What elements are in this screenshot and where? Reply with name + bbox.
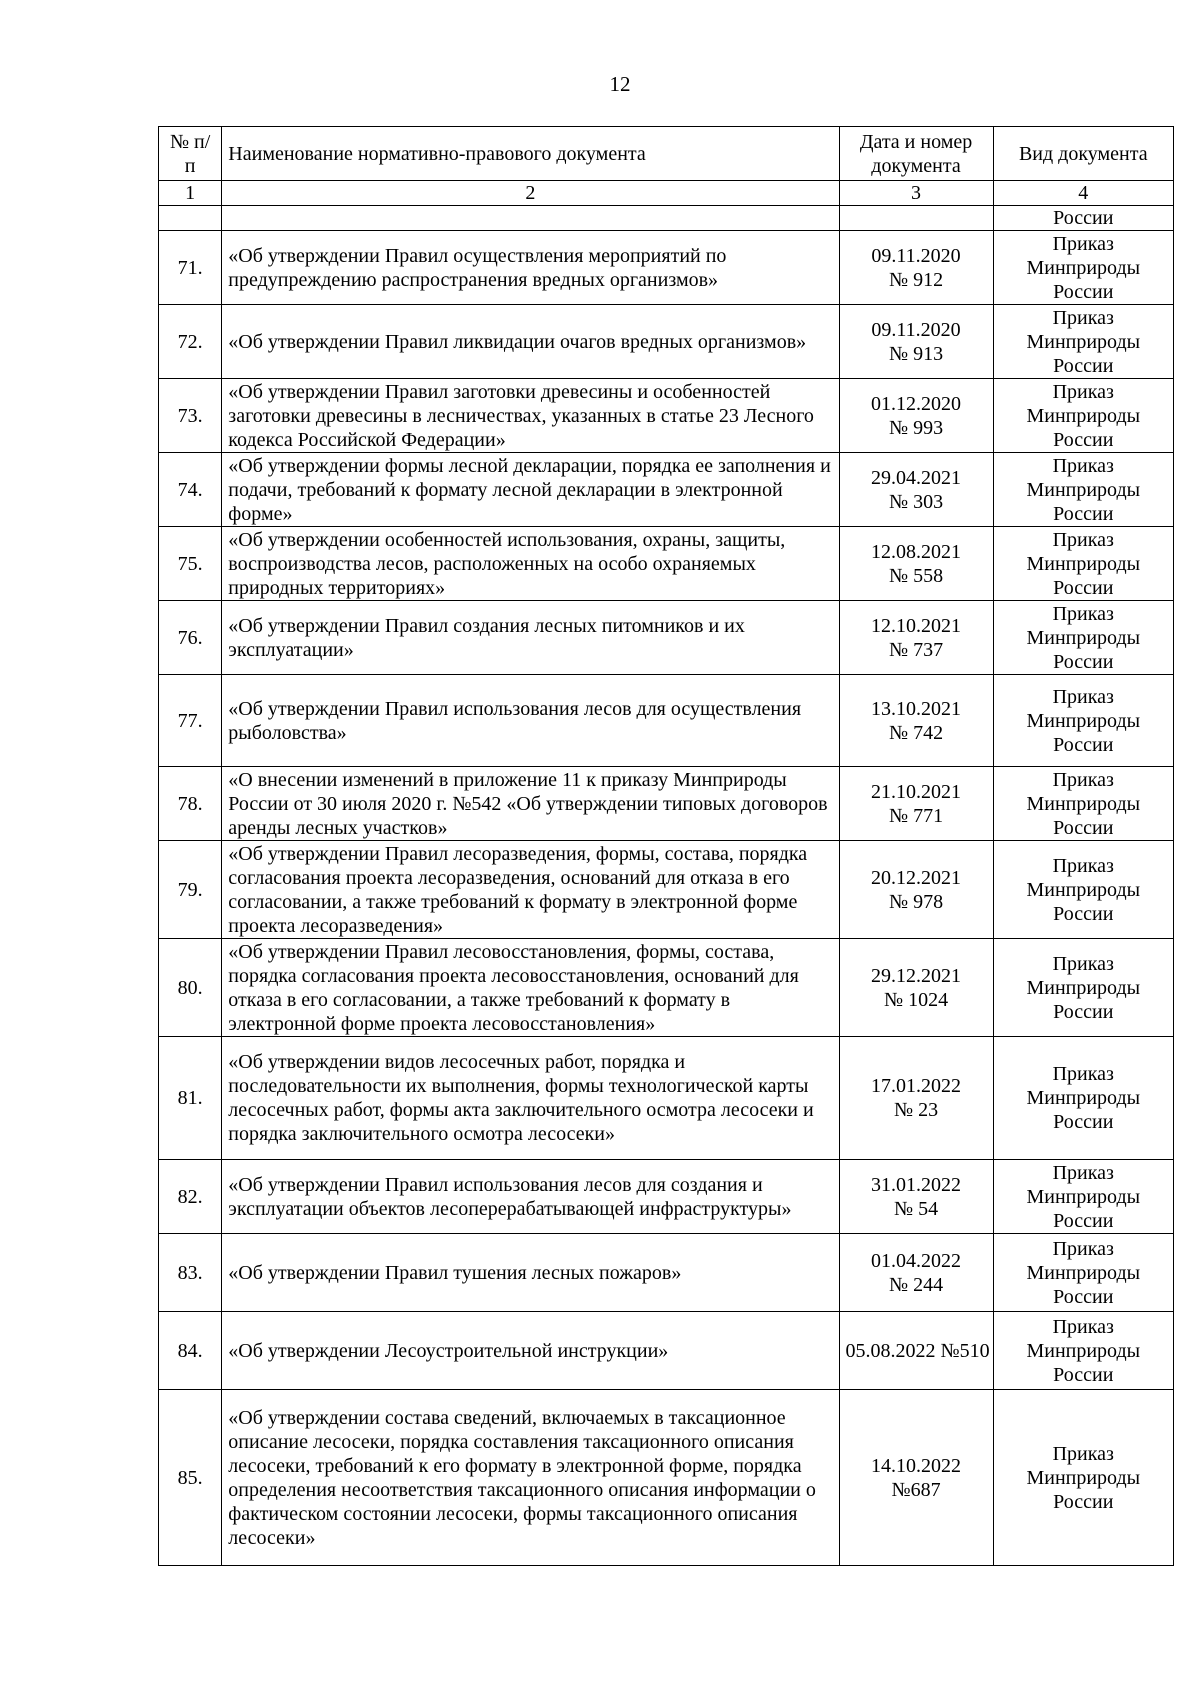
document-kind: Приказ Минприроды России <box>993 1390 1173 1566</box>
document-date: 17.01.2022 <box>871 1075 962 1097</box>
document-number: № 912 <box>888 268 944 291</box>
table-row <box>159 1312 1174 1390</box>
carryover-row <box>159 206 1174 231</box>
row-number: 77. <box>159 675 222 767</box>
row-number: 76. <box>159 601 222 675</box>
table-row <box>159 379 1174 453</box>
document-kind: Приказ Минприроды России <box>993 527 1173 601</box>
document-number: № 993 <box>888 416 944 439</box>
document-date: 21.10.2021 <box>871 780 962 803</box>
row-number: 82. <box>159 1160 222 1234</box>
document-date-number <box>839 453 993 527</box>
document-kind: Приказ Минприроды России <box>993 939 1173 1037</box>
document-kind: Приказ Минприроды России <box>993 767 1173 841</box>
table-row <box>159 1234 1174 1312</box>
document-date: 01.04.2022 <box>871 1249 962 1272</box>
table-row <box>159 1037 1174 1160</box>
document-title: «Об утверждении Правил создания лесных питомников и их эксплуатации» <box>222 601 839 675</box>
document-kind: Приказ Минприроды России <box>993 1037 1173 1160</box>
header-kind: Вид документа <box>993 127 1173 181</box>
row-number: 71. <box>159 231 222 305</box>
document-number: № 303 <box>888 490 944 513</box>
header-name: Наименование нормативно-правового документа <box>222 127 839 181</box>
column-number: 3 <box>839 181 993 206</box>
document-title: «Об утверждении Правил ликвидации очагов вредных организмов» <box>222 305 839 379</box>
document-kind: Приказ Минприроды России <box>993 1234 1173 1312</box>
documents-table <box>158 126 1174 1566</box>
table-row <box>159 453 1174 527</box>
document-date: 31.01.2022 <box>871 1173 962 1196</box>
document-title: «Об утверждении Правил осуществления мероприятий по предупреждению распространения вредных организмов» <box>222 231 839 305</box>
table-row <box>159 1160 1174 1234</box>
column-number-row <box>159 181 1174 206</box>
row-number: 73. <box>159 379 222 453</box>
document-title: «Об утверждении Правил лесовосстановления, формы, состава, порядка согласования проекта лесовосстановления, оснований для отказа в его согласовании, а также требований к формату в электронной форме проекта лесовосстановления» <box>222 939 839 1037</box>
document-date-number <box>839 675 993 767</box>
document-title: «Об утверждении особенностей использования, охраны, защиты, воспроизводства лесов, расположенных на особо охраняемых природных территориях» <box>222 527 839 601</box>
row-number: 79. <box>159 841 222 939</box>
row-number: 74. <box>159 453 222 527</box>
document-date-number <box>839 601 993 675</box>
document-number: № 737 <box>888 638 944 661</box>
document-number: № 771 <box>888 804 944 827</box>
document-kind: Приказ Минприроды России <box>993 1312 1173 1390</box>
row-number: 78. <box>159 767 222 841</box>
document-number: № 558 <box>888 564 944 587</box>
document-date-number <box>839 767 993 841</box>
document-date: 14.10.2022 <box>871 1454 962 1477</box>
document-date-number: 05.08.2022 №510 <box>839 1312 993 1390</box>
document-number: № 978 <box>888 890 944 913</box>
document-date: 12.10.2021 <box>871 614 962 637</box>
carryover-kind: России <box>993 206 1173 231</box>
header-date: Дата и номер документа <box>839 127 993 181</box>
header-row <box>159 127 1174 181</box>
document-date: 09.11.2020 <box>871 318 961 341</box>
document-title: «Об утверждении Правил лесоразведения, формы, состава, порядка согласования проекта лесоразведения, оснований для отказа в его согласовании, а также требований к формату в электронной форме проекта лесоразведения» <box>222 841 839 939</box>
document-title: «Об утверждении состава сведений, включаемых в таксационное описание лесосеки, порядка составления таксационного описания лесосеки, требований к его формату в электронной форме, порядка определения несоответствия таксационного описания информации о фактическом состоянии лесосеки, формы таксационного описания лесосеки» <box>222 1390 839 1566</box>
column-number: 2 <box>222 181 839 206</box>
row-number: 84. <box>159 1312 222 1390</box>
row-number: 80. <box>159 939 222 1037</box>
document-title: «Об утверждении Лесоустроительной инструкции» <box>222 1312 839 1390</box>
table-row <box>159 675 1174 767</box>
row-number: 72. <box>159 305 222 379</box>
document-number: № 244 <box>888 1273 944 1296</box>
document-title: «Об утверждении Правил заготовки древесины и особенностей заготовки древесины в лесничествах, указанных в статье 23 Лесного кодекса Российской Федерации» <box>222 379 839 453</box>
document-date-number <box>839 939 993 1037</box>
document-number: № 23 <box>893 1099 939 1121</box>
document-number: № 1024 <box>883 988 949 1011</box>
document-number: № 742 <box>888 721 944 744</box>
row-number: 75. <box>159 527 222 601</box>
table-row <box>159 1390 1174 1566</box>
document-number: № 54 <box>893 1197 939 1220</box>
document-title: «Об утверждении видов лесосечных работ, порядка и последовательности их выполнения, формы технологической карты лесосечных работ, формы акта заключительного осмотра лесосеки и порядка заключительного осмотра лесосеки» <box>222 1037 839 1160</box>
document-date-number <box>839 379 993 453</box>
document-kind: Приказ Минприроды России <box>993 453 1173 527</box>
column-number: 1 <box>159 181 222 206</box>
document-kind: Приказ Минприроды России <box>993 305 1173 379</box>
document-date: 29.12.2021 <box>871 964 962 987</box>
table-row <box>159 305 1174 379</box>
document-date-number <box>839 1390 993 1566</box>
table-row <box>159 527 1174 601</box>
document-date-number <box>839 231 993 305</box>
table-row <box>159 841 1174 939</box>
document-number: №687 <box>891 1478 941 1501</box>
document-title: «О внесении изменений в приложение 11 к приказу Минприроды России от 30 июля 2020 г. №542 «Об утверждении типовых договоров аренды лесных участков» <box>222 767 839 841</box>
table-row <box>159 231 1174 305</box>
document-date-number <box>839 527 993 601</box>
document-title: «Об утверждении Правил использования лесов для осуществления рыболовства» <box>222 675 839 767</box>
table-row <box>159 939 1174 1037</box>
document-date: 13.10.2021 <box>871 697 962 720</box>
table-row <box>159 601 1174 675</box>
column-number: 4 <box>993 181 1173 206</box>
document-date-number <box>839 841 993 939</box>
document-kind: Приказ Минприроды России <box>993 601 1173 675</box>
row-number: 85. <box>159 1390 222 1566</box>
document-kind: Приказ Минприроды России <box>993 379 1173 453</box>
document-kind: Приказ Минприроды России <box>993 231 1173 305</box>
document-title: «Об утверждении формы лесной декларации, порядка ее заполнения и подачи, требований к формату лесной декларации в электронной форме» <box>222 453 839 527</box>
document-date: 12.08.2021 <box>871 540 962 563</box>
document-title: «Об утверждении Правил использования лесов для создания и эксплуатации объектов лесоперерабатывающей инфраструктуры» <box>222 1160 839 1234</box>
document-date-number <box>839 1234 993 1312</box>
document-date-number <box>839 1037 993 1160</box>
document-date: 01.12.2020 <box>871 392 962 415</box>
document-kind: Приказ Минприроды России <box>993 1160 1173 1234</box>
document-title: «Об утверждении Правил тушения лесных пожаров» <box>222 1234 839 1312</box>
document-number: № 913 <box>888 342 944 365</box>
document-date: 20.12.2021 <box>871 866 962 889</box>
document-kind: Приказ Минприроды России <box>993 675 1173 767</box>
table-row <box>159 767 1174 841</box>
document-date-number <box>839 1160 993 1234</box>
document-date: 29.04.2021 <box>871 466 962 489</box>
row-number: 81. <box>159 1037 222 1160</box>
page-number: 12 <box>609 72 631 96</box>
row-number: 83. <box>159 1234 222 1312</box>
document-date: 09.11.2020 <box>871 244 961 267</box>
document-date-number <box>839 305 993 379</box>
document-kind: Приказ Минприроды России <box>993 841 1173 939</box>
header-num: № п/п <box>159 127 222 181</box>
